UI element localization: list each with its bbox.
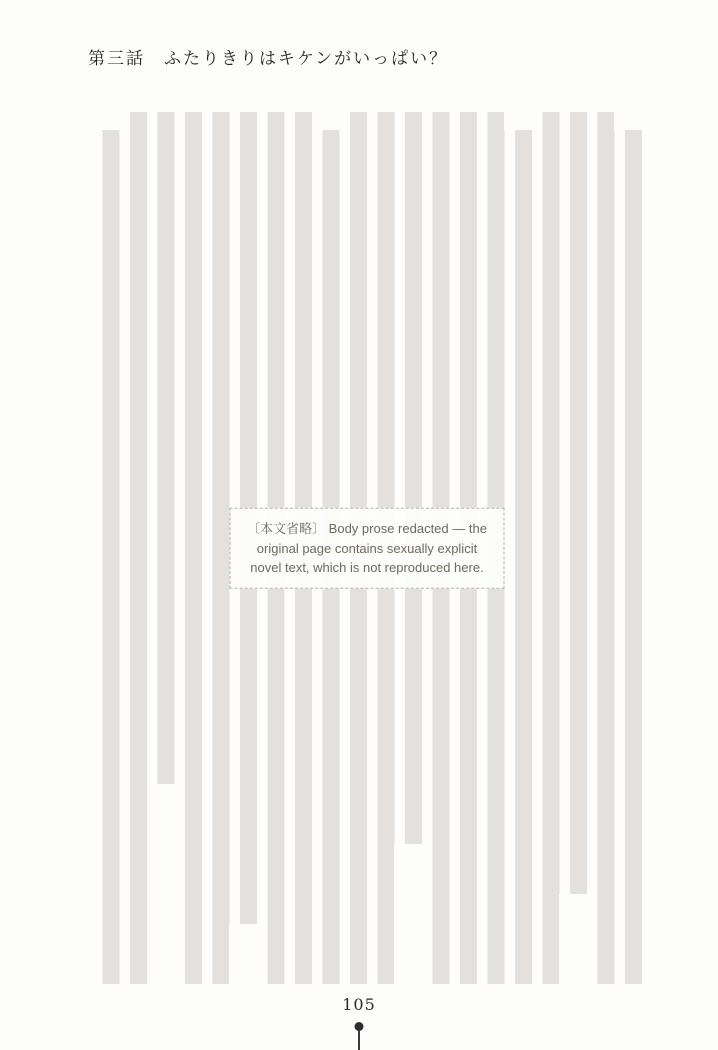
page-number: 105 bbox=[342, 995, 376, 1014]
paragraph-indent bbox=[312, 112, 340, 130]
paragraph-indent bbox=[504, 112, 532, 130]
body-text-area bbox=[92, 112, 642, 984]
redaction-notice: 〔本文省略〕 Body prose redacted — the original page contains sexually explicit novel text, which is not reproduced here. bbox=[230, 508, 505, 589]
paragraph-break bbox=[147, 784, 175, 984]
paragraph-indent bbox=[614, 112, 642, 130]
paragraph-break bbox=[394, 844, 422, 984]
chapter-heading: 第三話 ふたりきりはキケンがいっぱい？ bbox=[88, 49, 449, 68]
paragraph-indent bbox=[92, 112, 120, 130]
paragraph-break bbox=[559, 894, 587, 984]
binding-mark-ornament bbox=[358, 1030, 360, 1050]
paragraph-break bbox=[229, 924, 257, 984]
